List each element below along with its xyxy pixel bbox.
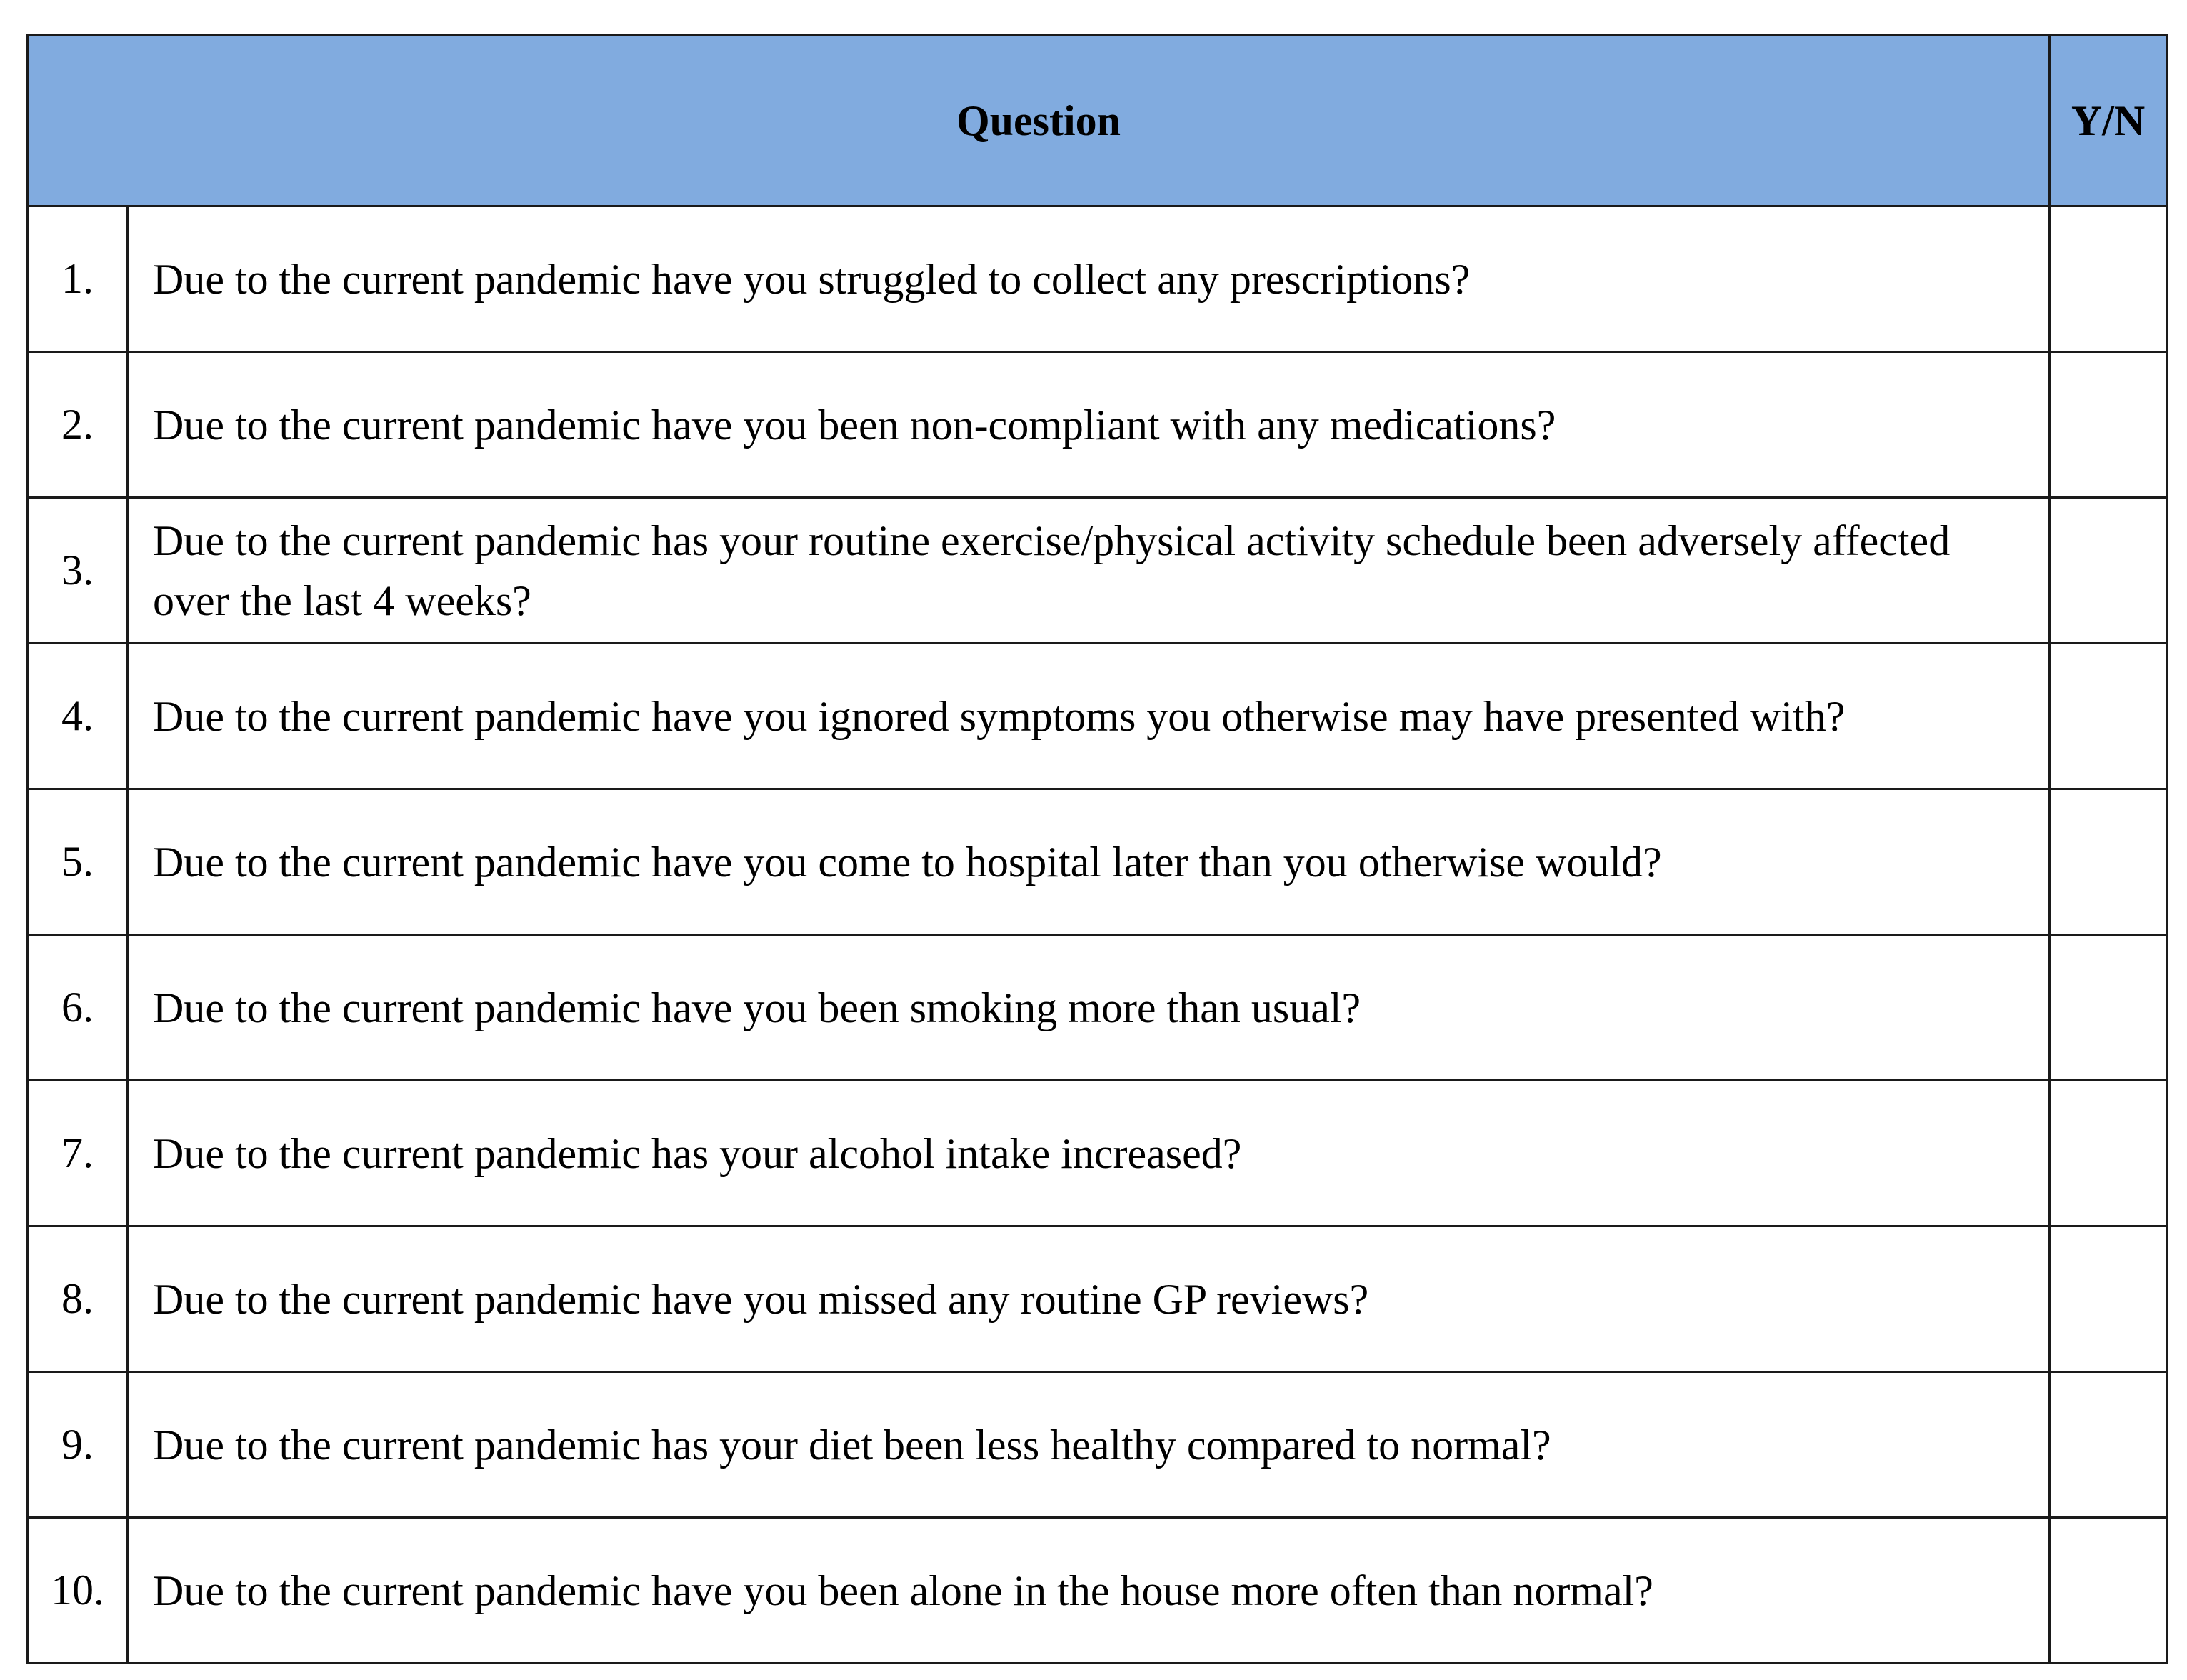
answer-cell[interactable] bbox=[2050, 352, 2167, 498]
answer-cell[interactable] bbox=[2050, 935, 2167, 1081]
question-row bbox=[28, 1081, 2167, 1226]
answer-cell[interactable] bbox=[2050, 789, 2167, 935]
question-text: Due to the current pandemic have you missed any routine GP reviews? bbox=[128, 1226, 2050, 1372]
header-row bbox=[28, 36, 2167, 206]
question-text: Due to the current pandemic has your routine exercise/physical activity schedule been adversely affected over the last 4 weeks? bbox=[128, 498, 2050, 644]
question-number: 6. bbox=[28, 935, 128, 1081]
question-row bbox=[28, 352, 2167, 498]
question-row bbox=[28, 789, 2167, 935]
question-row bbox=[28, 644, 2167, 789]
question-text: Due to the current pandemic have you come to hospital later than you otherwise would? bbox=[128, 789, 2050, 935]
question-number: 2. bbox=[28, 352, 128, 498]
question-text: Due to the current pandemic has your diet been less healthy compared to normal? bbox=[128, 1372, 2050, 1518]
question-number: 9. bbox=[28, 1372, 128, 1518]
question-text: Due to the current pandemic have you struggled to collect any prescriptions? bbox=[128, 206, 2050, 352]
question-text: Due to the current pandemic have you ignored symptoms you otherwise may have presented with? bbox=[128, 644, 2050, 789]
question-number: 7. bbox=[28, 1081, 128, 1226]
question-number: 10. bbox=[28, 1518, 128, 1664]
answer-cell[interactable] bbox=[2050, 1226, 2167, 1372]
yn-column-header: Y/N bbox=[2050, 36, 2167, 206]
question-number: 8. bbox=[28, 1226, 128, 1372]
questionnaire-table bbox=[26, 34, 2168, 1664]
question-row bbox=[28, 1372, 2167, 1518]
answer-cell[interactable] bbox=[2050, 644, 2167, 789]
question-column-header: Question bbox=[28, 36, 2050, 206]
question-number: 1. bbox=[28, 206, 128, 352]
question-row bbox=[28, 1518, 2167, 1664]
answer-cell[interactable] bbox=[2050, 1081, 2167, 1226]
answer-cell[interactable] bbox=[2050, 498, 2167, 644]
question-text: Due to the current pandemic have you been non-compliant with any medications? bbox=[128, 352, 2050, 498]
answer-cell[interactable] bbox=[2050, 206, 2167, 352]
question-row bbox=[28, 498, 2167, 644]
question-row bbox=[28, 1226, 2167, 1372]
question-text: Due to the current pandemic have you been smoking more than usual? bbox=[128, 935, 2050, 1081]
answer-cell[interactable] bbox=[2050, 1518, 2167, 1664]
answer-cell[interactable] bbox=[2050, 1372, 2167, 1518]
question-row bbox=[28, 206, 2167, 352]
question-number: 3. bbox=[28, 498, 128, 644]
question-number: 4. bbox=[28, 644, 128, 789]
question-text: Due to the current pandemic has your alcohol intake increased? bbox=[128, 1081, 2050, 1226]
question-text: Due to the current pandemic have you been alone in the house more often than normal? bbox=[128, 1518, 2050, 1664]
question-row bbox=[28, 935, 2167, 1081]
question-number: 5. bbox=[28, 789, 128, 935]
